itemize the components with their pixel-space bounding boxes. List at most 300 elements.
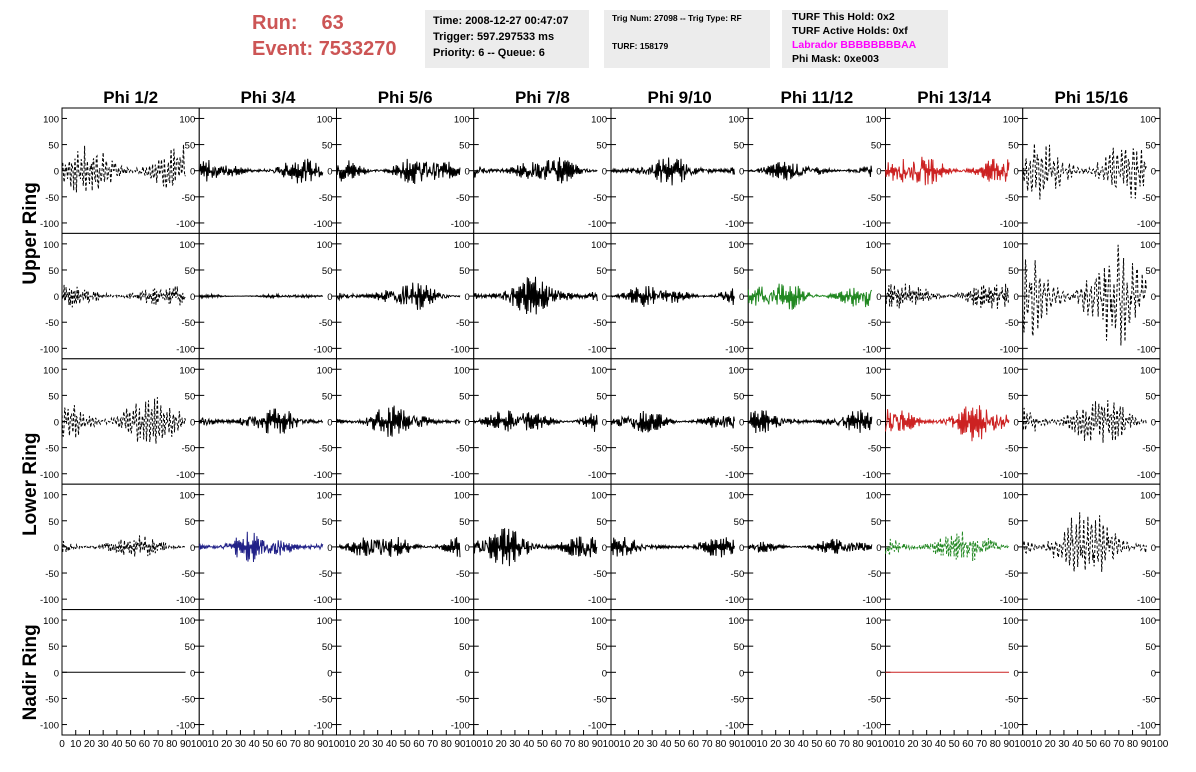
y-tick-label: 0 bbox=[189, 292, 196, 304]
x-tick-label: 40 bbox=[934, 739, 946, 750]
y-tick-label: 100 bbox=[179, 114, 196, 126]
y-tick-label: -50 bbox=[181, 694, 196, 706]
y-tick-label: 50 bbox=[459, 391, 470, 403]
y-tick-label: 100 bbox=[865, 114, 882, 126]
y-tick-label: -100 bbox=[587, 720, 607, 732]
y-tick-label: -100 bbox=[999, 469, 1019, 481]
y-tick-label: 0 bbox=[1013, 417, 1019, 429]
x-tick-label: 10 bbox=[70, 739, 82, 750]
y-tick-label: 50 bbox=[321, 391, 333, 403]
y-tick-label: -100 bbox=[450, 595, 470, 607]
y-tick-label: 50 bbox=[321, 265, 333, 277]
turf-this-hold-text: TURF This Hold: 0x2 bbox=[792, 11, 895, 23]
y-tick-label: 50 bbox=[459, 140, 470, 152]
y-tick-label: 50 bbox=[596, 265, 607, 277]
turf-text: TURF: 158179 bbox=[612, 41, 669, 51]
y-tick-label: -100 bbox=[587, 469, 607, 481]
y-tick-label: 100 bbox=[43, 616, 59, 628]
x-tick-label: 60 bbox=[138, 739, 150, 750]
y-tick-label: 100 bbox=[1002, 490, 1019, 502]
y-tick-label: -100 bbox=[39, 469, 59, 481]
y-tick-label: 100 bbox=[1140, 616, 1156, 628]
y-tick-label: 100 bbox=[1002, 114, 1019, 126]
panel-frame bbox=[1023, 108, 1160, 233]
x-tick-label: 10 bbox=[207, 739, 219, 750]
y-tick-label: -50 bbox=[181, 192, 196, 204]
y-tick-label: 100 bbox=[1140, 490, 1156, 502]
y-tick-label: -50 bbox=[730, 694, 745, 706]
y-tick-label: 50 bbox=[459, 516, 470, 528]
x-tick-label: 20 bbox=[358, 739, 370, 750]
y-tick-label: -100 bbox=[450, 344, 470, 356]
y-tick-label: -100 bbox=[862, 469, 882, 481]
x-tick-label: 30 bbox=[97, 739, 109, 750]
y-tick-label: 50 bbox=[48, 642, 59, 654]
x-tick-label: 20 bbox=[770, 739, 782, 750]
x-tick-label: 50 bbox=[811, 739, 823, 750]
y-tick-label: -50 bbox=[730, 318, 745, 330]
y-tick-label: -100 bbox=[176, 218, 196, 230]
run-label: Run: bbox=[252, 12, 298, 34]
y-tick-label: 50 bbox=[1008, 265, 1019, 277]
y-tick-label: -50 bbox=[318, 192, 333, 204]
event-label: Event: bbox=[252, 38, 314, 60]
column-title: Phi 3/4 bbox=[240, 88, 296, 107]
y-tick-label: 0 bbox=[1150, 417, 1156, 429]
y-tick-label: 100 bbox=[1140, 239, 1156, 251]
x-tick-label: 40 bbox=[248, 739, 260, 750]
y-tick-label: -100 bbox=[725, 595, 745, 607]
y-tick-label: 50 bbox=[184, 140, 196, 152]
y-tick-label: -50 bbox=[456, 694, 470, 706]
y-tick-label: 0 bbox=[464, 668, 470, 680]
y-tick-label: 100 bbox=[1140, 365, 1156, 377]
y-tick-label: -100 bbox=[587, 218, 607, 230]
y-tick-label: 0 bbox=[327, 417, 333, 429]
y-tick-label: -100 bbox=[39, 218, 59, 230]
x-tick-label: 70 bbox=[564, 739, 576, 750]
y-tick-label: -100 bbox=[450, 469, 470, 481]
x-tick-label: 100 bbox=[190, 739, 208, 750]
x-tick-label: 40 bbox=[111, 739, 123, 750]
x-tick-label: 30 bbox=[646, 739, 658, 750]
panel-frame bbox=[474, 610, 611, 735]
time-text: Time: 2008-12-27 00:47:07 bbox=[433, 15, 569, 27]
x-tick-label: 60 bbox=[825, 739, 837, 750]
y-tick-label: 0 bbox=[876, 292, 882, 304]
y-tick-label: 50 bbox=[733, 265, 745, 277]
priority-text: Priority: 6 -- Queue: 6 bbox=[433, 47, 545, 59]
x-tick-label: 70 bbox=[289, 739, 301, 750]
panel-frame bbox=[199, 610, 336, 735]
y-tick-label: -50 bbox=[1142, 192, 1156, 204]
y-tick-label: 0 bbox=[327, 292, 333, 304]
y-tick-label: 100 bbox=[865, 616, 882, 628]
y-tick-label: 0 bbox=[53, 166, 59, 178]
x-tick-label: 50 bbox=[1085, 739, 1097, 750]
y-tick-label: -100 bbox=[313, 595, 333, 607]
y-tick-label: -50 bbox=[730, 443, 745, 455]
y-tick-label: -50 bbox=[867, 694, 882, 706]
y-tick-label: 100 bbox=[316, 490, 333, 502]
y-tick-label: -50 bbox=[45, 694, 59, 706]
x-tick-label: 100 bbox=[602, 739, 620, 750]
y-tick-label: -50 bbox=[1142, 318, 1156, 330]
y-tick-label: -50 bbox=[181, 443, 196, 455]
y-tick-label: 0 bbox=[601, 166, 607, 178]
y-tick-label: 100 bbox=[728, 239, 745, 251]
x-tick-label: 80 bbox=[989, 739, 1001, 750]
y-tick-label: 100 bbox=[728, 365, 745, 377]
y-tick-label: 50 bbox=[459, 265, 470, 277]
y-tick-label: 50 bbox=[596, 391, 607, 403]
x-tick-label: 40 bbox=[523, 739, 535, 750]
y-tick-label: -100 bbox=[1136, 720, 1156, 732]
y-tick-label: -50 bbox=[593, 694, 607, 706]
y-tick-label: 0 bbox=[876, 668, 882, 680]
y-tick-label: 50 bbox=[48, 391, 59, 403]
x-tick-label: 30 bbox=[234, 739, 246, 750]
y-tick-label: 50 bbox=[48, 516, 59, 528]
x-tick-label: 90 bbox=[179, 739, 192, 750]
y-tick-label: -50 bbox=[867, 318, 882, 330]
x-tick-label: 80 bbox=[1126, 739, 1139, 750]
y-tick-label: 100 bbox=[43, 365, 59, 377]
y-tick-label: 0 bbox=[1013, 542, 1019, 554]
y-tick-label: 0 bbox=[464, 292, 470, 304]
x-tick-label: 90 bbox=[317, 739, 329, 750]
y-tick-label: 0 bbox=[189, 668, 196, 680]
y-tick-label: 0 bbox=[1150, 166, 1156, 178]
y-tick-label: 0 bbox=[189, 166, 196, 178]
column-title: Phi 11/12 bbox=[780, 88, 854, 107]
x-tick-label: 60 bbox=[1099, 739, 1111, 750]
x-tick-label: 90 bbox=[1140, 739, 1152, 750]
y-tick-label: 50 bbox=[1008, 140, 1019, 152]
y-tick-label: -100 bbox=[39, 720, 59, 732]
y-tick-label: 100 bbox=[453, 114, 470, 126]
labrador-text: Labrador BBBBBBBBAA bbox=[792, 39, 917, 51]
y-tick-label: -50 bbox=[45, 569, 59, 581]
y-tick-label: -100 bbox=[587, 595, 607, 607]
x-tick-label: 100 bbox=[465, 739, 483, 750]
y-tick-label: -100 bbox=[313, 720, 333, 732]
x-tick-label: 80 bbox=[715, 739, 727, 750]
y-tick-label: -100 bbox=[313, 469, 333, 481]
y-tick-label: 50 bbox=[459, 642, 470, 654]
y-tick-label: 0 bbox=[876, 542, 882, 554]
y-tick-label: 0 bbox=[327, 668, 333, 680]
y-tick-label: -50 bbox=[593, 192, 607, 204]
y-tick-label: 100 bbox=[316, 616, 333, 628]
y-tick-label: -50 bbox=[1142, 569, 1156, 581]
phi-mask-text: Phi Mask: 0xe003 bbox=[792, 53, 879, 65]
y-tick-label: -50 bbox=[730, 192, 745, 204]
x-tick-label: 30 bbox=[921, 739, 933, 750]
x-tick-label: 60 bbox=[413, 739, 425, 750]
y-tick-label: -50 bbox=[593, 569, 607, 581]
y-tick-label: -100 bbox=[725, 344, 745, 356]
x-tick-label: 70 bbox=[701, 739, 713, 750]
x-tick-label: 20 bbox=[907, 739, 919, 750]
y-tick-label: 100 bbox=[316, 239, 333, 251]
y-tick-label: 50 bbox=[596, 516, 607, 528]
y-tick-label: -50 bbox=[318, 318, 333, 330]
y-tick-label: 0 bbox=[189, 542, 196, 554]
y-tick-label: 50 bbox=[321, 642, 333, 654]
y-tick-label: 100 bbox=[865, 239, 882, 251]
y-tick-label: -100 bbox=[725, 469, 745, 481]
column-title: Phi 13/14 bbox=[917, 88, 991, 107]
x-tick-label: 100 bbox=[1151, 739, 1169, 750]
y-tick-label: 100 bbox=[591, 114, 607, 126]
y-tick-label: 0 bbox=[53, 292, 59, 304]
y-tick-label: -100 bbox=[176, 344, 196, 356]
x-tick-label: 20 bbox=[83, 739, 96, 750]
y-tick-label: 50 bbox=[48, 265, 59, 277]
y-tick-label: 50 bbox=[733, 391, 745, 403]
y-tick-label: 50 bbox=[733, 642, 745, 654]
x-tick-label: 10 bbox=[481, 739, 494, 750]
y-tick-label: 0 bbox=[738, 417, 745, 429]
y-tick-label: 0 bbox=[738, 668, 745, 680]
x-tick-label: 30 bbox=[509, 739, 521, 750]
y-tick-label: -100 bbox=[1136, 469, 1156, 481]
x-tick-label: 10 bbox=[893, 739, 905, 750]
column-title: Phi 1/2 bbox=[103, 88, 159, 107]
y-tick-label: 0 bbox=[876, 417, 882, 429]
x-tick-label: 40 bbox=[1072, 739, 1084, 750]
y-tick-label: -50 bbox=[45, 318, 59, 330]
y-tick-label: -100 bbox=[176, 720, 196, 732]
x-tick-label: 100 bbox=[1014, 739, 1032, 750]
y-tick-label: 0 bbox=[876, 166, 882, 178]
y-tick-label: -50 bbox=[1142, 694, 1156, 706]
y-tick-label: -100 bbox=[1136, 218, 1156, 230]
y-tick-label: 100 bbox=[316, 114, 333, 126]
panel-frame bbox=[1023, 610, 1160, 735]
y-tick-label: 0 bbox=[464, 542, 470, 554]
y-tick-label: -50 bbox=[1005, 569, 1019, 581]
turf-active-holds-text: TURF Active Holds: 0xf bbox=[792, 25, 908, 37]
y-tick-label: -100 bbox=[313, 344, 333, 356]
y-tick-label: 50 bbox=[1008, 391, 1019, 403]
x-tick-label: 70 bbox=[838, 739, 850, 750]
y-tick-label: -100 bbox=[999, 218, 1019, 230]
y-tick-label: 50 bbox=[1008, 642, 1019, 654]
y-tick-label: 100 bbox=[1002, 616, 1019, 628]
x-tick-label: 60 bbox=[687, 739, 699, 750]
y-tick-label: 0 bbox=[189, 417, 196, 429]
x-tick-label: 50 bbox=[674, 739, 686, 750]
y-tick-label: 100 bbox=[179, 239, 196, 251]
y-tick-label: 50 bbox=[1145, 265, 1156, 277]
x-tick-label: 10 bbox=[619, 739, 631, 750]
y-tick-label: -50 bbox=[1005, 318, 1019, 330]
y-tick-label: -50 bbox=[1005, 443, 1019, 455]
y-tick-label: -50 bbox=[593, 443, 607, 455]
y-tick-label: -50 bbox=[867, 192, 882, 204]
trig-num-text: Trig Num: 27098 -- Trig Type: RF bbox=[612, 13, 742, 23]
y-tick-label: 0 bbox=[1013, 292, 1019, 304]
trigger-text: Trigger: 597.297533 ms bbox=[433, 31, 555, 43]
x-tick-label: 40 bbox=[385, 739, 397, 750]
x-tick-label: 100 bbox=[739, 739, 757, 750]
y-tick-label: -100 bbox=[176, 595, 196, 607]
y-tick-label: 0 bbox=[601, 417, 607, 429]
y-tick-label: 100 bbox=[179, 616, 196, 628]
y-tick-label: 100 bbox=[591, 365, 607, 377]
y-tick-label: -50 bbox=[1142, 443, 1156, 455]
y-tick-label: 100 bbox=[453, 616, 470, 628]
y-tick-label: 50 bbox=[870, 391, 882, 403]
x-tick-label: 80 bbox=[166, 739, 178, 750]
x-tick-label: 90 bbox=[1003, 739, 1015, 750]
y-tick-label: 50 bbox=[321, 140, 333, 152]
x-tick-label: 70 bbox=[976, 739, 988, 750]
x-tick-label: 60 bbox=[276, 739, 288, 750]
panel-frame bbox=[748, 610, 885, 735]
y-tick-label: -100 bbox=[725, 218, 745, 230]
y-tick-label: -50 bbox=[456, 192, 470, 204]
y-tick-label: -100 bbox=[39, 595, 59, 607]
y-tick-label: -50 bbox=[456, 318, 470, 330]
y-tick-label: -100 bbox=[587, 344, 607, 356]
x-tick-label: 30 bbox=[1058, 739, 1070, 750]
y-tick-label: 50 bbox=[48, 140, 59, 152]
row-title: Nadir Ring bbox=[20, 624, 41, 721]
y-tick-label: -100 bbox=[862, 720, 882, 732]
y-tick-label: 100 bbox=[1002, 239, 1019, 251]
x-tick-label: 50 bbox=[399, 739, 411, 750]
y-tick-label: 0 bbox=[738, 542, 745, 554]
y-tick-label: -100 bbox=[450, 218, 470, 230]
y-tick-label: 100 bbox=[453, 365, 470, 377]
x-tick-label: 40 bbox=[797, 739, 809, 750]
y-tick-label: 0 bbox=[53, 542, 59, 554]
y-tick-label: 0 bbox=[1150, 292, 1156, 304]
event-value: 7533270 bbox=[318, 38, 397, 60]
y-tick-label: -100 bbox=[999, 720, 1019, 732]
y-tick-label: 100 bbox=[43, 114, 59, 126]
x-tick-label: 10 bbox=[756, 739, 768, 750]
run-value: 63 bbox=[321, 12, 344, 34]
y-tick-label: -100 bbox=[450, 720, 470, 732]
x-tick-label: 80 bbox=[303, 739, 315, 750]
x-tick-label: 10 bbox=[344, 739, 356, 750]
x-tick-label: 30 bbox=[783, 739, 795, 750]
y-tick-label: -50 bbox=[456, 569, 470, 581]
y-tick-label: -50 bbox=[730, 569, 745, 581]
y-tick-label: -100 bbox=[999, 595, 1019, 607]
y-tick-label: 100 bbox=[179, 365, 196, 377]
y-tick-label: -100 bbox=[862, 218, 882, 230]
x-tick-label: 90 bbox=[591, 739, 603, 750]
y-tick-label: 0 bbox=[464, 166, 470, 178]
x-tick-label: 20 bbox=[495, 739, 507, 750]
panel-frame bbox=[611, 610, 748, 735]
y-tick-label: 100 bbox=[453, 239, 470, 251]
y-tick-label: 100 bbox=[591, 490, 607, 502]
x-tick-label: 10 bbox=[1030, 739, 1043, 750]
x-tick-label: 70 bbox=[427, 739, 439, 750]
y-tick-label: 50 bbox=[870, 140, 882, 152]
y-tick-label: 50 bbox=[1145, 642, 1156, 654]
y-tick-label: -50 bbox=[1005, 694, 1019, 706]
column-title: Phi 15/16 bbox=[1054, 88, 1129, 107]
y-tick-label: 50 bbox=[1145, 391, 1156, 403]
y-tick-label: 0 bbox=[1013, 668, 1019, 680]
x-tick-label: 60 bbox=[550, 739, 562, 750]
y-tick-label: 100 bbox=[1002, 365, 1019, 377]
y-tick-label: 0 bbox=[1150, 542, 1156, 554]
y-tick-label: -100 bbox=[313, 218, 333, 230]
column-title: Phi 7/8 bbox=[514, 88, 570, 107]
y-tick-label: 0 bbox=[601, 292, 607, 304]
y-tick-label: -100 bbox=[725, 720, 745, 732]
y-tick-label: -50 bbox=[181, 569, 196, 581]
y-tick-label: 50 bbox=[870, 265, 882, 277]
x-tick-label: 30 bbox=[372, 739, 384, 750]
column-title: Phi 5/6 bbox=[377, 88, 433, 107]
y-tick-label: 0 bbox=[53, 668, 59, 680]
x-tick-label: 70 bbox=[152, 739, 164, 750]
y-tick-label: -50 bbox=[45, 443, 59, 455]
y-tick-label: 50 bbox=[733, 140, 745, 152]
x-tick-label: 20 bbox=[1044, 739, 1056, 750]
y-tick-label: 50 bbox=[1008, 516, 1019, 528]
x-tick-label: 50 bbox=[262, 739, 274, 750]
y-tick-label: 50 bbox=[870, 516, 882, 528]
y-tick-label: 50 bbox=[1145, 516, 1156, 528]
row-title: Lower Ring bbox=[20, 432, 41, 536]
y-tick-label: 100 bbox=[728, 114, 745, 126]
row-title: Upper Ring bbox=[20, 182, 41, 285]
y-tick-label: 0 bbox=[464, 417, 470, 429]
y-tick-label: 0 bbox=[738, 292, 745, 304]
y-tick-label: -100 bbox=[999, 344, 1019, 356]
y-tick-label: -50 bbox=[867, 443, 882, 455]
y-tick-label: 0 bbox=[327, 166, 333, 178]
y-tick-label: 50 bbox=[184, 516, 196, 528]
y-tick-label: 100 bbox=[865, 365, 882, 377]
y-tick-label: 100 bbox=[728, 616, 745, 628]
y-tick-label: 50 bbox=[1145, 140, 1156, 152]
y-tick-label: -100 bbox=[1136, 595, 1156, 607]
y-tick-label: 100 bbox=[179, 490, 196, 502]
y-tick-label: -50 bbox=[1005, 192, 1019, 204]
y-tick-label: 50 bbox=[184, 391, 196, 403]
y-tick-label: 0 bbox=[53, 417, 59, 429]
y-tick-label: 100 bbox=[43, 239, 59, 251]
panel-frame bbox=[337, 610, 474, 735]
y-tick-label: 50 bbox=[733, 516, 745, 528]
y-tick-label: 100 bbox=[43, 490, 59, 502]
y-tick-label: -50 bbox=[318, 443, 333, 455]
y-tick-label: 0 bbox=[738, 166, 745, 178]
x-tick-label: 90 bbox=[728, 739, 741, 750]
y-tick-label: -100 bbox=[862, 595, 882, 607]
y-tick-label: 100 bbox=[591, 616, 607, 628]
y-tick-label: 50 bbox=[870, 642, 882, 654]
y-tick-label: -50 bbox=[181, 318, 196, 330]
y-tick-label: 0 bbox=[327, 542, 333, 554]
y-tick-label: 0 bbox=[1150, 668, 1156, 680]
x-tick-label: 40 bbox=[660, 739, 672, 750]
column-title: Phi 9/10 bbox=[647, 88, 712, 107]
x-tick-label: 90 bbox=[454, 739, 466, 750]
y-tick-label: 50 bbox=[596, 642, 607, 654]
